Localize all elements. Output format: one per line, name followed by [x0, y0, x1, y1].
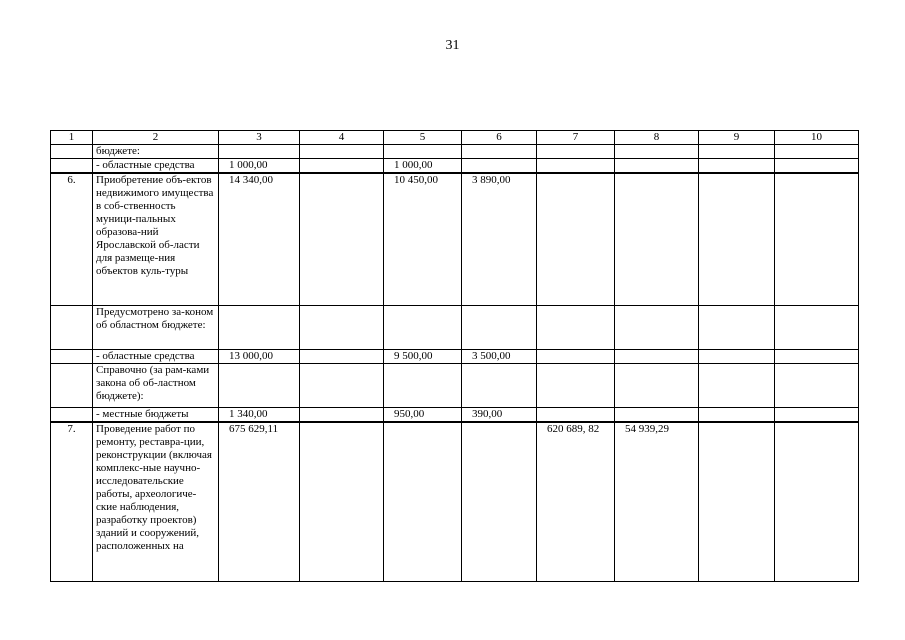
cell-col5 [384, 145, 462, 159]
cell-col8 [615, 173, 699, 305]
cell-col7 [537, 173, 615, 305]
column-header: 6 [462, 131, 537, 145]
row-number: 6. [51, 173, 93, 305]
cell-col4 [300, 145, 384, 159]
column-header: 2 [93, 131, 219, 145]
row-number [51, 349, 93, 363]
cell-col9 [699, 305, 775, 349]
cell-col4 [300, 159, 384, 174]
cell-col8 [615, 145, 699, 159]
cell-col10 [775, 305, 859, 349]
cell-col5 [384, 363, 462, 407]
row-number [51, 363, 93, 407]
cell-col8: 54 939,29 [615, 422, 699, 582]
column-header: 4 [300, 131, 384, 145]
cell-col7 [537, 363, 615, 407]
column-header: 3 [219, 131, 300, 145]
cell-col7 [537, 305, 615, 349]
cell-col6 [462, 159, 537, 174]
cell-col3: 675 629,11 [219, 422, 300, 582]
column-header: 9 [699, 131, 775, 145]
cell-col10 [775, 407, 859, 422]
column-header: 5 [384, 131, 462, 145]
page-number: 31 [445, 38, 460, 53]
table-row [51, 422, 859, 582]
cell-col10 [775, 363, 859, 407]
cell-col5: 10 450,00 [384, 173, 462, 305]
column-header: 7 [537, 131, 615, 145]
cell-col6 [462, 145, 537, 159]
cell-col8 [615, 363, 699, 407]
cell-col8 [615, 349, 699, 363]
cell-col7 [537, 145, 615, 159]
cell-col8 [615, 407, 699, 422]
table-row [51, 349, 859, 363]
cell-col6: 390,00 [462, 407, 537, 422]
cell-col9 [699, 422, 775, 582]
table-row [51, 145, 859, 159]
cell-col4 [300, 422, 384, 582]
cell-col7 [537, 349, 615, 363]
cell-col8 [615, 305, 699, 349]
row-number [51, 145, 93, 159]
cell-col6 [462, 422, 537, 582]
cell-col5 [384, 422, 462, 582]
cell-col7 [537, 407, 615, 422]
cell-col7 [537, 159, 615, 174]
cell-col10 [775, 349, 859, 363]
row-description: Предусмотрено за-коном об областном бюджете: [93, 305, 219, 349]
table-row [51, 363, 859, 407]
cell-col6: 3 500,00 [462, 349, 537, 363]
cell-col9 [699, 173, 775, 305]
cell-col5: 950,00 [384, 407, 462, 422]
cell-col9 [699, 407, 775, 422]
cell-col3: 13 000,00 [219, 349, 300, 363]
cell-col9 [699, 159, 775, 174]
table-row [51, 407, 859, 422]
cell-col4 [300, 305, 384, 349]
row-number [51, 159, 93, 174]
column-header: 8 [615, 131, 699, 145]
cell-col10 [775, 145, 859, 159]
cell-col8 [615, 159, 699, 174]
row-description: Приобретение объ-ектов недвижимого имущества в соб-ственность муници-пальных образова-ний Ярославской об-ласти для размеще-ния объектов куль-туры [93, 173, 219, 305]
cell-col4 [300, 173, 384, 305]
cell-col6 [462, 363, 537, 407]
row-description: - областные средства [93, 159, 219, 174]
row-description: Проведение работ по ремонту, реставра-ции, реконструкции (включая комплекс-ные научно-исследовательские работы, археологиче-ские наблюдения, разработку проектов) зданий и сооружений, расположенных на [93, 422, 219, 582]
column-header: 10 [775, 131, 859, 145]
cell-col3: 14 340,00 [219, 173, 300, 305]
cell-col4 [300, 363, 384, 407]
cell-col10 [775, 159, 859, 174]
cell-col3: 1 340,00 [219, 407, 300, 422]
column-number-row [51, 131, 859, 145]
cell-col3 [219, 305, 300, 349]
table-row [51, 305, 859, 349]
table-row [51, 159, 859, 174]
row-description: бюджете: [93, 145, 219, 159]
cell-col10 [775, 173, 859, 305]
row-number [51, 407, 93, 422]
cell-col9 [699, 145, 775, 159]
cell-col4 [300, 407, 384, 422]
row-number: 7. [51, 422, 93, 582]
row-description: - областные средства [93, 349, 219, 363]
column-header: 1 [51, 131, 93, 145]
cell-col6 [462, 305, 537, 349]
cell-col3 [219, 363, 300, 407]
cell-col9 [699, 363, 775, 407]
cell-col7: 620 689, 82 [537, 422, 615, 582]
budget-table [50, 130, 859, 582]
cell-col3: 1 000,00 [219, 159, 300, 174]
cell-col3 [219, 145, 300, 159]
cell-col5 [384, 305, 462, 349]
cell-col5: 9 500,00 [384, 349, 462, 363]
row-description: - местные бюджеты [93, 407, 219, 422]
cell-col9 [699, 349, 775, 363]
cell-col10 [775, 422, 859, 582]
row-description: Справочно (за рам-ками закона об об-ластном бюджете): [93, 363, 219, 407]
cell-col6: 3 890,00 [462, 173, 537, 305]
table-row [51, 173, 859, 305]
cell-col5: 1 000,00 [384, 159, 462, 174]
row-number [51, 305, 93, 349]
cell-col4 [300, 349, 384, 363]
